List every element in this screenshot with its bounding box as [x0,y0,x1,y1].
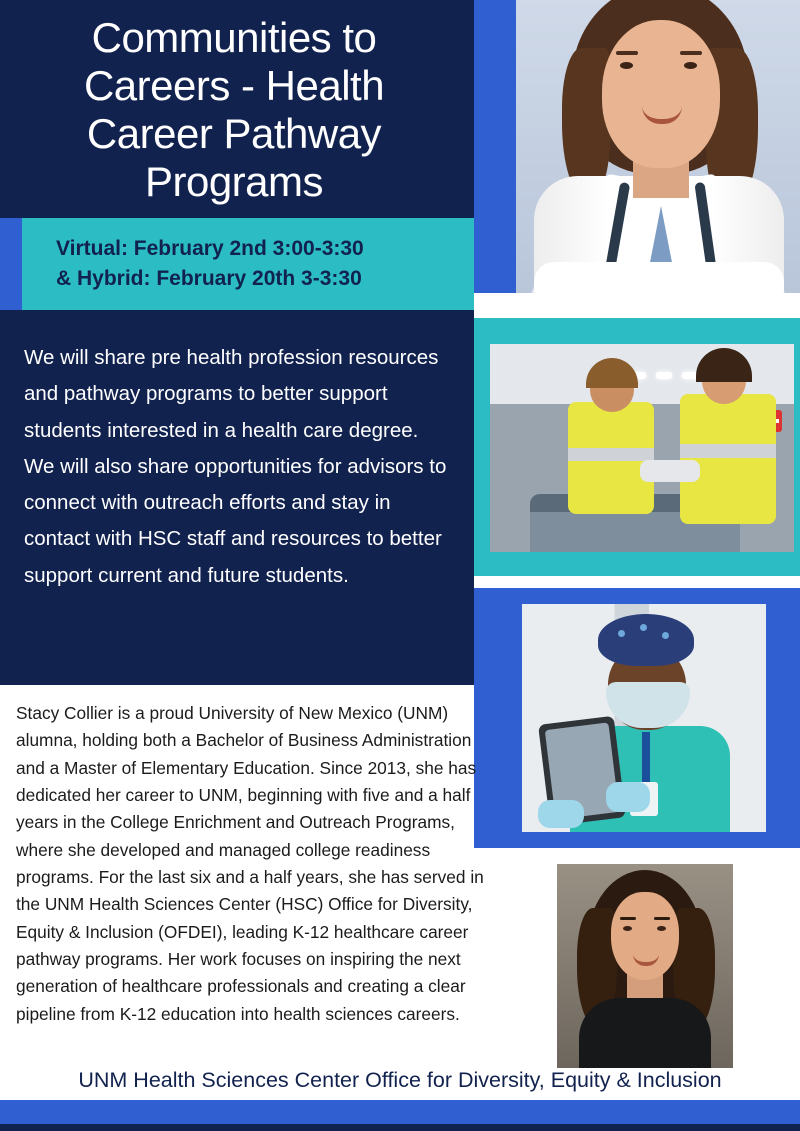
nurse-glove-left [538,800,584,828]
nurse-cap-dot-3 [662,632,669,639]
doctor-brow-left [616,51,638,55]
speaker-bio-text: Stacy Collier is a proud University of New Mexico (UNM) alumna, holding both a Bachelor of Business Administration and a Master of Elementary Education. Since 2013, she has dedicated her career to UNM, beginning with five and a half years in the College Enrichment and Outreach Programs, where she developed and managed college readiness programs. For the last six and a half years, she has served in the UNM Health Sciences Center (HSC) Office for Diversity, Equity & Inclusion (OFDEI), leading K-12 healthcare career pathway programs. Her work focuses on inspiring the next generation of healthcare professionals and creating a clear pipeline from K-12 education into health sciences careers. [16,703,484,1024]
date-band-accent [0,218,22,310]
speaker-black-top [579,998,711,1068]
ambulance-photo [490,344,794,552]
doctor-face [602,20,720,168]
doctor-photo [474,0,800,293]
ambulance-light-2 [656,372,672,379]
speaker-eye-left [623,926,632,931]
event-date-hybrid: & Hybrid: February 20th 3-3:30 [56,267,362,291]
nurse-head-wrap [598,614,694,666]
nurse-lanyard [642,732,650,788]
page-title: Communities to Careers - Health Career Pathway Programs [83,14,385,205]
speaker-brow-left [620,917,636,920]
speaker-eye-right [657,926,666,931]
event-date-virtual: Virtual: February 2nd 3:00-3:30 [56,237,364,260]
doctor-brow-right [680,51,702,55]
doctor-photo-image [516,0,800,293]
description-text: We will share pre health profession resources and pathway programs to better support students interested in a health care degree. We will also share opportunities for advisors to connect with outreach efforts and stay in contact with HSC staff and resources to better support current and future students. [24,346,447,587]
paramedic-left-reflective-strip [568,448,654,461]
nurse-photo [522,604,766,832]
doctor-eye-left [620,62,633,69]
footer-bar-accent [0,1124,800,1131]
doctor-eye-right [684,62,697,69]
nurse-cap-dot-1 [618,630,625,637]
medical-gloves [640,460,700,482]
paramedic-right-vest [680,394,776,524]
paramedic-right-reflective-strip [680,444,776,458]
nurse-glove-right [606,782,650,812]
speaker-face [611,892,679,980]
nurse-cap-dot-2 [640,624,647,631]
speaker-headshot [557,864,733,1068]
speaker-brow-right [654,917,670,920]
doctor-crossed-arms [534,262,784,293]
event-dates [56,234,364,295]
footer-organization: UNM Health Sciences Center Office for Diversity, Equity & Inclusion [78,1068,722,1092]
